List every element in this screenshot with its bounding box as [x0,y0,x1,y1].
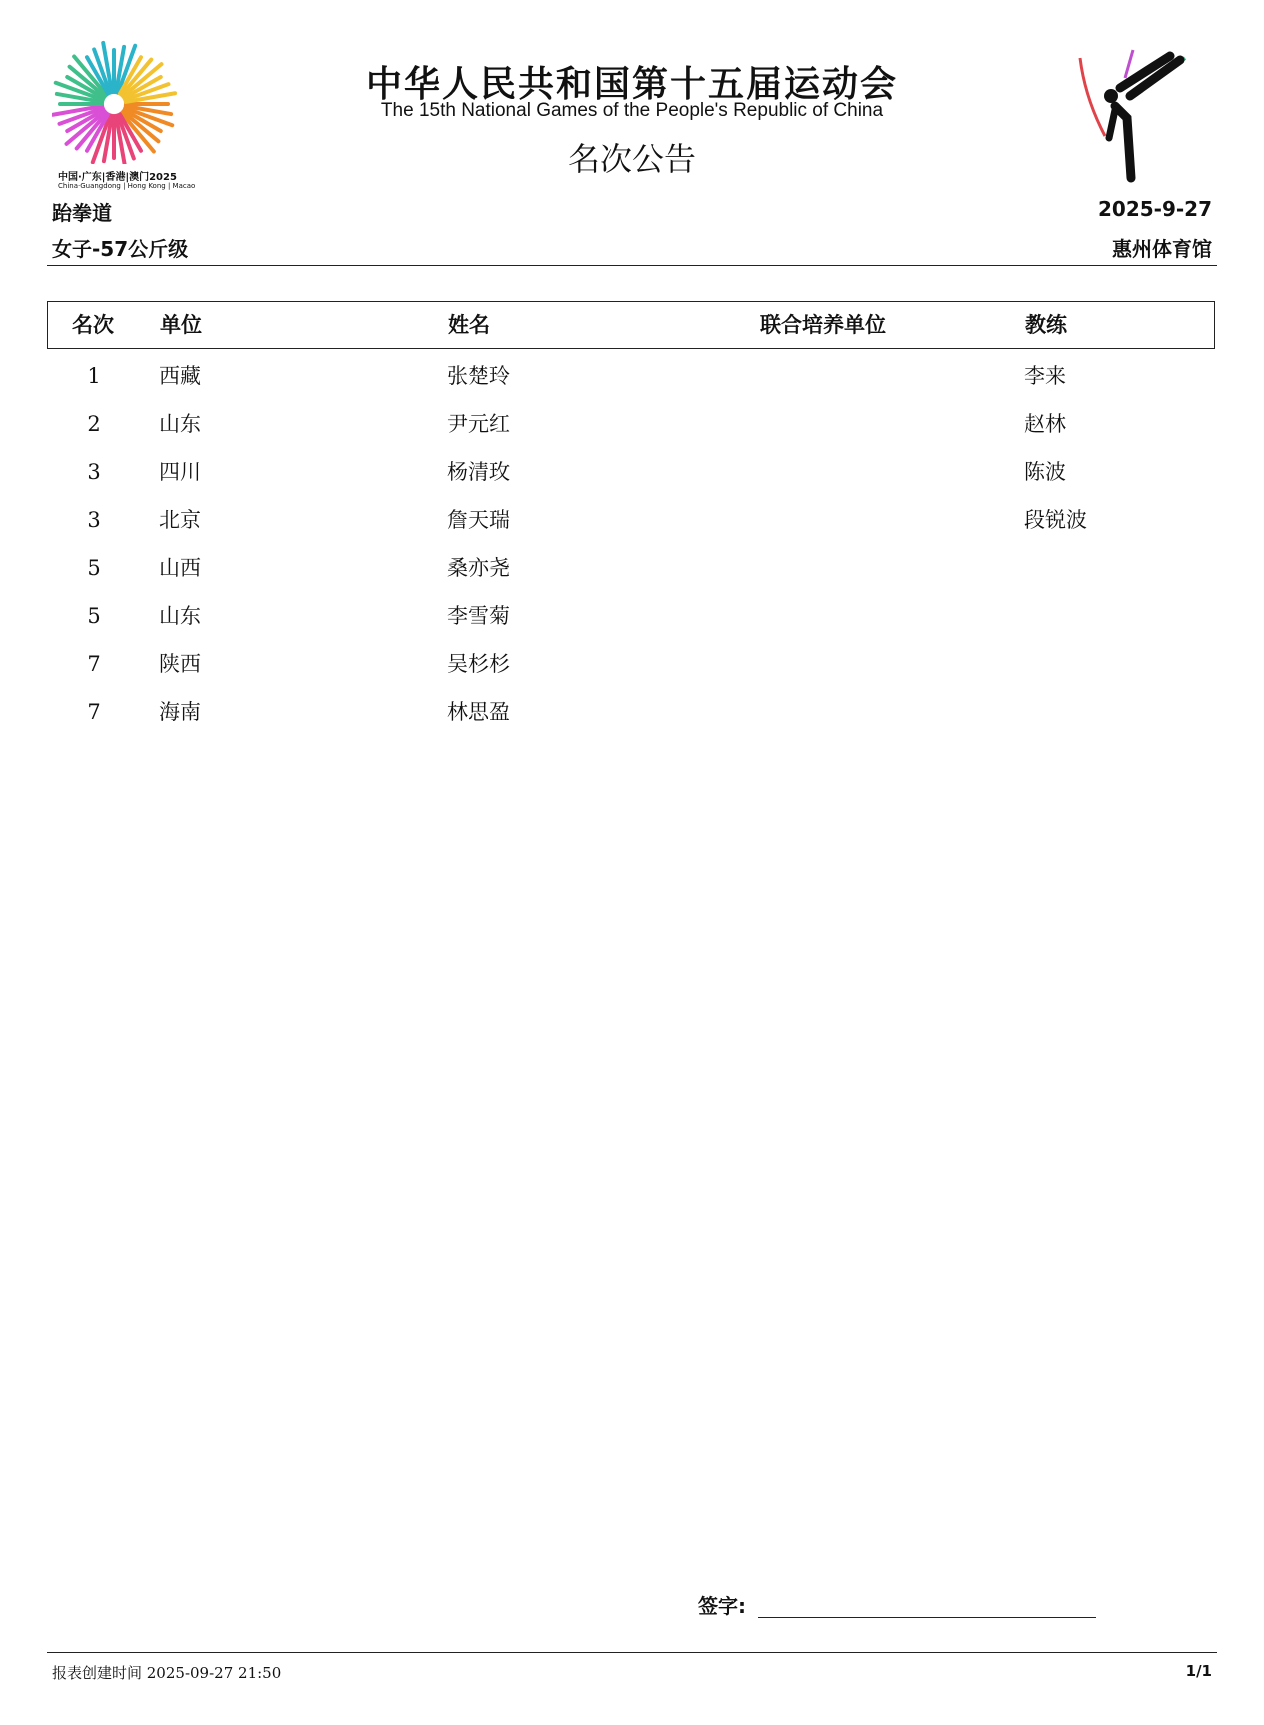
row-coach: 赵林 [1024,412,1066,436]
table-row [47,352,1215,400]
row-unit: 海南 [159,700,201,724]
row-rank: 2 [87,412,101,436]
taekwondo-pictogram-icon [1075,48,1205,183]
report-created-time: 报表创建时间 2025-09-27 21:50 [52,1664,282,1682]
logo-text-en: China·Guangdong | Hong Kong | Macao [58,182,196,190]
table-row [47,688,1215,736]
row-coach: 陈波 [1024,460,1066,484]
row-unit: 西藏 [159,364,201,388]
row-rank: 5 [87,604,101,628]
row-rank: 3 [87,508,101,532]
row-name: 尹元红 [447,412,510,436]
logo-text-zh: 中国·广东|香港|澳门2025 [58,172,177,183]
header-coach: 教练 [1025,313,1067,337]
row-name: 杨清玫 [447,460,510,484]
row-name: 詹天瑞 [447,508,510,532]
games-emblem-icon [52,34,192,164]
table-row [47,400,1215,448]
results-table-header [47,301,1215,349]
row-unit: 陕西 [159,652,201,676]
signature-label: 签字: [698,1594,746,1618]
footer-divider [47,1652,1217,1653]
games-logo [52,34,196,192]
row-rank: 3 [87,460,101,484]
row-unit: 山东 [159,412,201,436]
games-title-zh: 中华人民共和国第十五届运动会 [365,64,898,105]
row-unit: 四川 [159,460,201,484]
row-coach: 段锐波 [1024,508,1087,532]
header-joint-unit: 联合培养单位 [760,313,886,337]
row-name: 吴杉杉 [447,652,510,676]
games-title-en: The 15th National Games of the People's Republic of China [380,100,884,121]
sport-name: 跆拳道 [52,201,112,225]
header-unit: 单位 [160,313,202,337]
row-unit: 山东 [159,604,201,628]
row-rank: 7 [87,652,101,676]
table-row [47,496,1215,544]
row-name: 李雪菊 [447,604,510,628]
header-name: 姓名 [448,313,490,337]
row-name: 桑亦尧 [447,556,510,580]
row-rank: 7 [87,700,101,724]
row-name: 张楚玲 [447,364,510,388]
table-row [47,640,1215,688]
row-unit: 山西 [159,556,201,580]
venue-name: 惠州体育馆 [1112,237,1212,261]
row-rank: 5 [87,556,101,580]
table-row [47,544,1215,592]
table-row [47,592,1215,640]
row-name: 林思盈 [447,700,510,724]
header-rank: 名次 [72,313,114,337]
signature-line [758,1617,1096,1618]
header-divider [47,265,1217,266]
event-date: 2025-9-27 [1097,197,1212,221]
event-name: 女子-57公斤级 [52,237,189,261]
page-number: 1/1 [1185,1662,1212,1680]
table-row [47,448,1215,496]
page-title: 名次公告 [567,140,696,178]
row-coach: 李来 [1024,364,1066,388]
results-table-body [47,352,1215,736]
row-rank: 1 [87,364,101,388]
row-unit: 北京 [159,508,201,532]
